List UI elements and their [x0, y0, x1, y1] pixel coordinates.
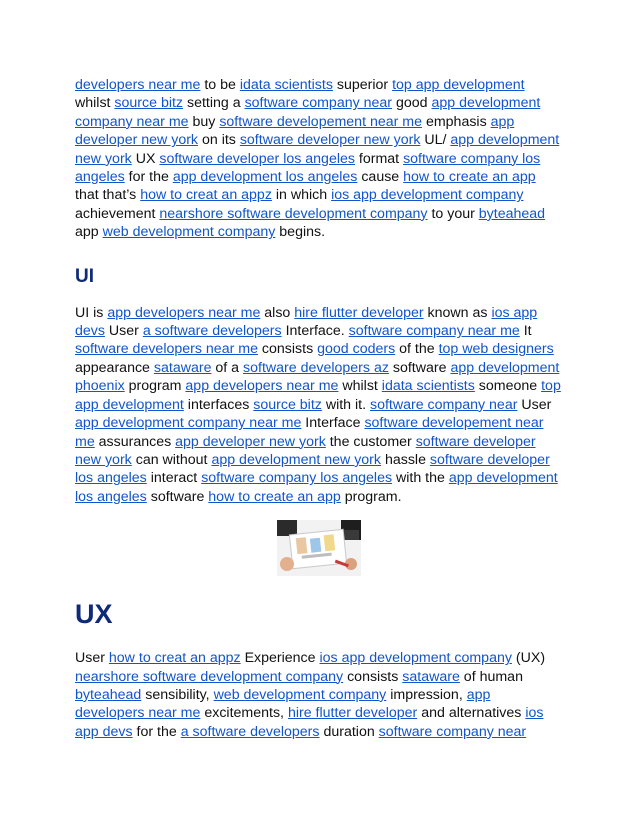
body-text: of the	[395, 341, 439, 358]
body-text: that that’s	[75, 187, 141, 204]
body-text: with it.	[321, 396, 370, 413]
body-text: buy	[188, 113, 220, 130]
inline-link[interactable]: software developers near me	[75, 341, 258, 358]
inline-link[interactable]: software developers az	[243, 359, 389, 376]
inline-link[interactable]: how to creat an appz	[140, 187, 272, 204]
body-text: It	[519, 323, 532, 340]
inline-link[interactable]: software developer new york	[239, 132, 421, 149]
body-text: software	[146, 488, 209, 505]
inline-link[interactable]: software developer los angeles	[75, 451, 550, 487]
inline-link[interactable]: byteahead	[478, 205, 546, 222]
inline-link[interactable]: app developers near me	[75, 686, 491, 722]
body-text: someone	[474, 378, 542, 395]
inline-link[interactable]: ios app development company	[319, 650, 512, 667]
body-text: duration	[319, 723, 379, 740]
inline-link[interactable]: how to create an app	[208, 488, 341, 505]
inline-link[interactable]: ios app devs	[75, 705, 544, 740]
inline-link[interactable]: good coders	[317, 341, 396, 358]
design-sketches-image	[277, 520, 361, 576]
body-text: for the	[124, 169, 173, 186]
body-text: also	[260, 304, 295, 321]
body-text: superior	[332, 77, 393, 93]
inline-link[interactable]: hire flutter developer	[287, 705, 418, 722]
inline-link[interactable]: software developement near me	[75, 415, 544, 450]
inline-link[interactable]: software developement near me	[219, 113, 423, 130]
body-text: (UX)	[511, 650, 546, 667]
inline-link[interactable]: software company near me	[348, 323, 520, 340]
body-text: of human	[459, 668, 523, 685]
body-text: with the	[392, 470, 449, 487]
inline-link[interactable]: ios app devs	[75, 304, 538, 340]
body-text: and alternatives	[417, 705, 526, 722]
inline-link[interactable]: software company los angeles	[75, 150, 541, 186]
inline-link[interactable]: web development company	[213, 686, 387, 703]
inline-link[interactable]: nearshore software development company	[159, 205, 428, 222]
body-text: impression,	[386, 686, 467, 703]
image-container	[75, 520, 563, 581]
body-text: app	[75, 224, 103, 241]
body-text: sensibility,	[141, 686, 214, 703]
inline-link[interactable]: a software developers	[180, 723, 320, 740]
inline-link[interactable]: nearshore software development company	[75, 668, 344, 685]
inline-link[interactable]: app development los angeles	[75, 470, 558, 505]
body-text: known as	[423, 304, 492, 321]
inline-link[interactable]: idata scientists	[381, 378, 475, 395]
body-text: in which	[271, 187, 332, 204]
body-text: on its	[198, 132, 240, 149]
body-text: whilst	[338, 378, 382, 395]
paragraph-ui	[75, 304, 563, 506]
body-text: can without	[131, 451, 212, 468]
inline-link[interactable]: app developer new york	[175, 433, 326, 450]
document-page	[75, 76, 563, 741]
inline-link[interactable]: hire flutter developer	[294, 304, 424, 321]
inline-link[interactable]: app development new york	[75, 132, 560, 167]
body-text: Interface	[301, 415, 365, 432]
body-text: software	[388, 359, 451, 376]
body-text: begins.	[275, 224, 326, 241]
body-text: UL/	[420, 132, 451, 149]
inline-link[interactable]: software company near	[244, 95, 393, 112]
paragraph-ux	[75, 649, 563, 741]
inline-link[interactable]: web development company	[102, 224, 276, 241]
body-text: User	[517, 396, 552, 413]
body-text: consists	[257, 341, 318, 358]
body-text: interact	[146, 470, 202, 487]
inline-link[interactable]: software company los angeles	[201, 470, 393, 487]
body-text: program.	[340, 488, 402, 505]
inline-link[interactable]: app development phoenix	[75, 359, 560, 395]
body-text: cause	[357, 169, 404, 186]
body-text: UX	[131, 150, 160, 167]
inline-link[interactable]: source bitz	[114, 95, 184, 112]
body-text: to your	[427, 205, 479, 222]
inline-link[interactable]: how to create an app	[403, 169, 536, 186]
body-text: achievement	[75, 205, 160, 222]
body-text: whilst	[75, 95, 115, 112]
body-text: appearance	[75, 359, 154, 376]
heading-ui: UI	[75, 265, 94, 287]
inline-link[interactable]: app developer new york	[75, 113, 515, 149]
inline-link[interactable]: app development company near me	[75, 415, 302, 432]
inline-link[interactable]: ios app development company	[331, 187, 524, 204]
inline-link[interactable]: app development los angeles	[172, 169, 358, 186]
inline-link[interactable]: app developers near me	[185, 378, 339, 395]
body-text: good	[392, 95, 432, 112]
body-text: setting a	[183, 95, 245, 112]
inline-link[interactable]: software company near	[378, 723, 527, 740]
body-text: emphasis	[422, 113, 491, 130]
body-text: the customer	[325, 433, 416, 450]
body-text: interfaces	[183, 396, 254, 413]
body-text: User	[75, 650, 109, 667]
inline-link[interactable]: top app development	[75, 378, 561, 413]
paragraph-intro	[75, 76, 563, 242]
inline-link[interactable]: top web designers	[438, 341, 554, 358]
body-text: Experience	[240, 650, 320, 667]
heading-ux: UX	[75, 599, 113, 630]
inline-link[interactable]: sataware	[402, 668, 460, 685]
inline-link[interactable]: idata scientists	[239, 77, 333, 93]
inline-link[interactable]: top app development	[392, 77, 525, 93]
body-text: for the	[132, 723, 181, 740]
body-text: of a	[211, 359, 244, 376]
body-text: User	[104, 323, 143, 340]
body-text: hassle	[381, 451, 430, 468]
body-text: assurances	[94, 433, 176, 450]
inline-link[interactable]: app development new york	[211, 451, 382, 468]
body-text: consists	[343, 668, 403, 685]
inline-link[interactable]: how to creat an appz	[108, 650, 241, 667]
inline-link[interactable]: app developers near me	[107, 304, 261, 321]
body-text: Interface.	[281, 323, 349, 340]
inline-link[interactable]: a software developers	[142, 323, 282, 340]
body-text: program	[124, 378, 186, 395]
body-text: format	[354, 150, 404, 167]
inline-link[interactable]: byteahead	[75, 686, 142, 703]
inline-link[interactable]: developers near me	[75, 77, 201, 93]
inline-link[interactable]: software developer los angeles	[159, 150, 355, 167]
inline-link[interactable]: app development company near me	[75, 95, 541, 130]
inline-link[interactable]: source bitz	[253, 396, 322, 413]
body-text: excitements,	[200, 705, 288, 722]
body-text: UI is	[75, 304, 108, 321]
body-text: to be	[200, 77, 240, 93]
inline-link[interactable]: software company near	[369, 396, 518, 413]
inline-link[interactable]: sataware	[153, 359, 212, 376]
inline-link[interactable]: software developer new york	[75, 433, 536, 468]
